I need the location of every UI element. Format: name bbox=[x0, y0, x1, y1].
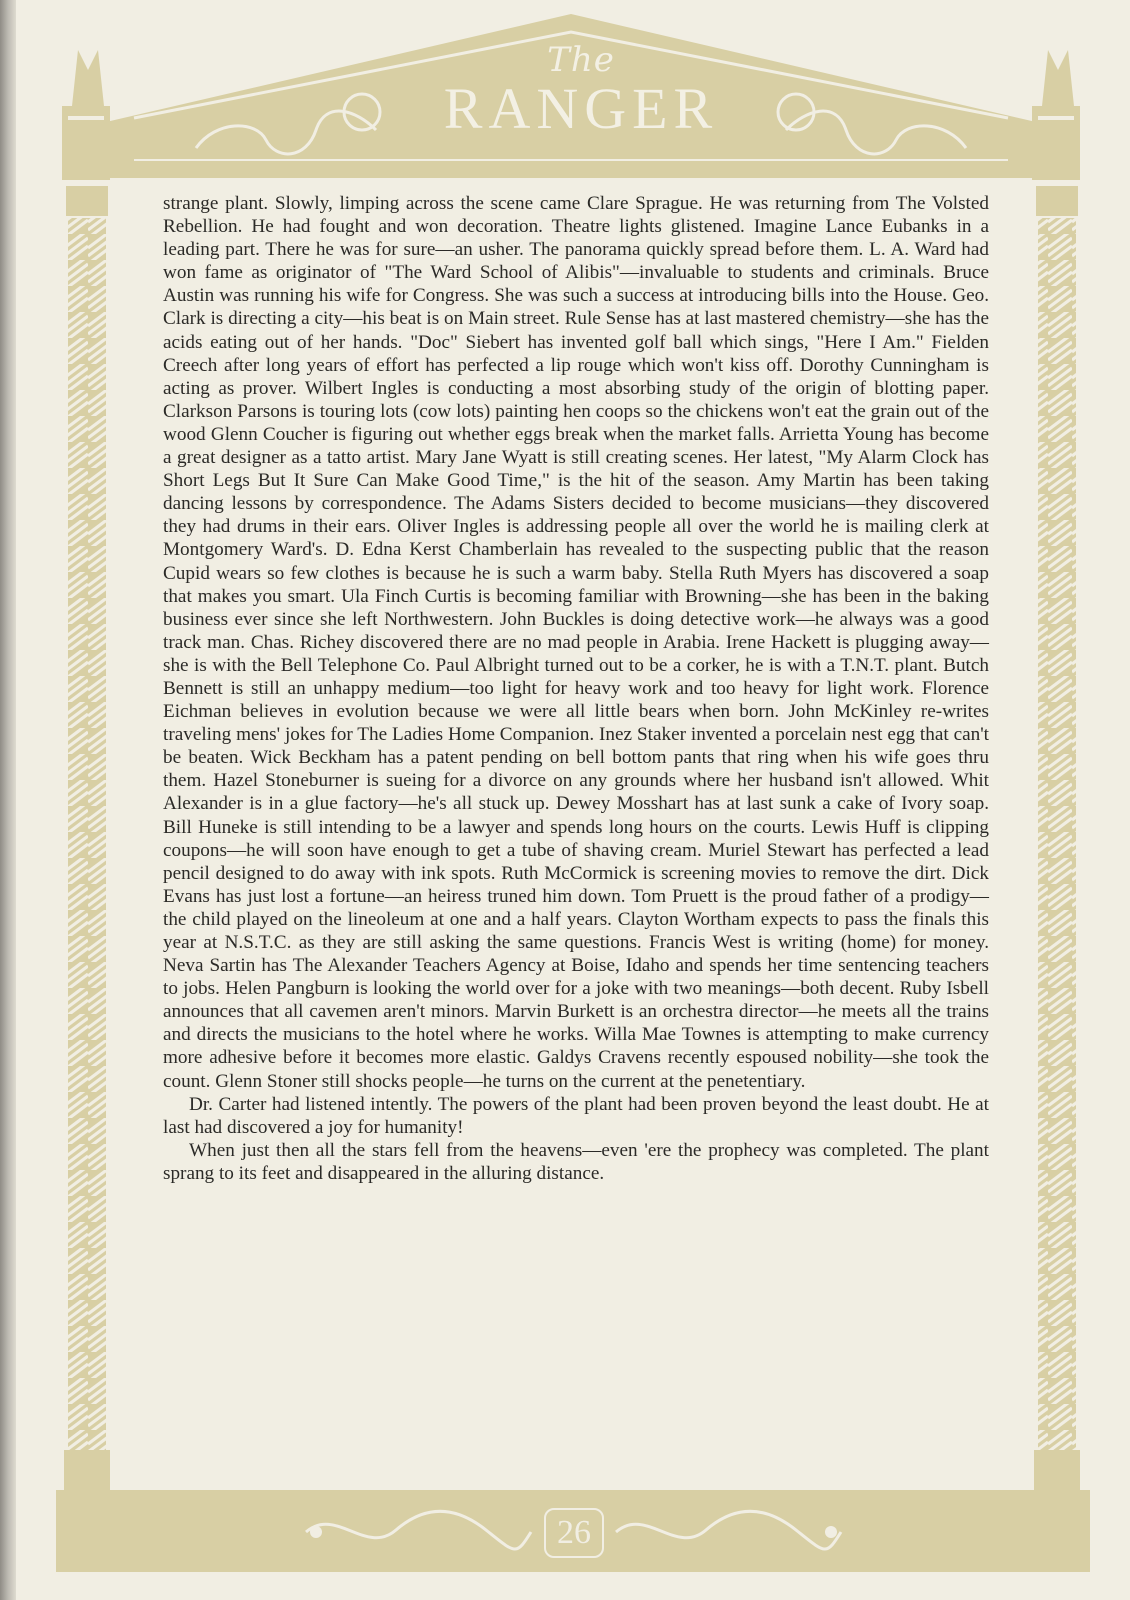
left-ornamental-column bbox=[62, 50, 110, 1490]
yearbook-page bbox=[16, 0, 1130, 1600]
paragraph-2: Dr. Carter had listened intently. The powers of the plant had been proven beyond the least doubt. He at last had discovered a joy for humanity! bbox=[163, 1093, 989, 1138]
body-text bbox=[163, 192, 989, 1185]
title-ranger: RANGER bbox=[443, 76, 719, 141]
page-number: 26 bbox=[544, 1508, 604, 1558]
paragraph-3: When just then all the stars fell from the heavens—even 'ere the prophecy was completed. The plant sprang to its feet and disappeared in the alluring distance. bbox=[163, 1139, 989, 1184]
book-binding-edge bbox=[0, 0, 16, 1600]
paragraph-1: strange plant. Slowly, limping across the scene came Clare Sprague. He was returning from The Volsted Rebellion. He had fought and won decoration. Theatre lights glistened. Imagine Lance Eubanks in a leading part. There he was for sure—an usher. The panorama quickly spread before them. L. A. Ward had won fame as originator of "The Ward School of Alibis"—invaluable to students and criminals. Bruce Austin was running his wife for Congress. She was such a success at introducing bills into the House. Geo. Clark is directing a city—his beat is on Main street. Rule Sense has at last mastered chemistry—she has the acids eating out of her hands. "Doc" Siebert has invented golf ball which sings, "Here I Am." Fielden Creech after long years of effort has perfected a lip rouge which won't kiss off. Dorothy Cunningham is acting as prover. Wilbert Ingles is conducting a most absorbing study of the origin of blotting paper. Clarkson Parsons is touring lots (cow lots) painting hen coops so the chickens won't eat the grain out of the wood Glenn Coucher is figuring out whether eggs break when the market falls. Arrietta Young has become a great designer as a tatto artist. Mary Jane Wyatt is still creating scenes. Her latest, "My Alarm Clock has Short Legs But It Sure Can Make Good Time," is the hit of the season. Amy Martin has been taking dancing lessons by correspondence. The Adams Sisters decided to become musicians—they discovered they had drums in their ears. Oliver Ingles is addressing people all over the world he is mailing clerk at Montgomery Ward's. D. Edna Kerst Chamberlain has revealed to the suspecting public that the reason Cupid wears so few clothes is because he is such a warm baby. Stella Ruth Myers has discovered a soap that makes you smart. Ula Finch Curtis is becoming familiar with Browning—she has been in the baking business ever since she left Northwestern. John Buckles is doing detective work—he always was a good track man. Chas. Richey discovered there are no mad people in Arabia. Irene Hackett is plugging away—she is with the Bell Telephone Co. Paul Albright turned out to be a corker, he is with a T.N.T. plant. Butch Bennett is still an unhappy medium—too light for heavy work and too heavy for light work. Florence Eichman believes in evolution because we were all little bears when born. John McKinley re-writes traveling mens' jokes for The Ladies Home Companion. Inez Staker invented a porcelain nest egg that can't be beaten. Wick Beckham has a patent pending on bell bottom pants that ring when his wife goes thru them. Hazel Stoneburner is sueing for a divorce on any grounds where her husband isn't allowed. Whit Alexander is in a glue factory—he's all stuck up. Dewey Mosshart has at last sunk a cake of Ivory soap. Bill Huneke is still intending to be a lawyer and spends long hours on the courts. Lewis Huff is clipping coupons—he will soon have enough to get a tube of shaving cream. Muriel Stewart has perfected a lead pencil designed to do away with ink spots. Ruth McCormick is screening movies to remove the dirt. Dick Evans has just lost a fortune—an heiress truned him down. Tom Pruett is the proud father of a prodigy—the child played on the lineoleum at one and a half years. Clayton Wortham expects to pass the finals this year at N.S.T.C. as they are still asking the same questions. Francis West is writing (home) for money. Neva Sartin has The Alexander Teachers Agency at Boise, Idaho and spends her time sentencing teachers to jobs. Helen Pangburn is looking the world over for a joke with two meanings—both decent. Ruby Isbell announces that all cavemen aren't minors. Marvin Burkett is an orchestra director—he meets all the trains and directs the musicians to the hotel where he works. Willa Mae Townes is attempting to make currency more adhesive before it becomes more elastic. Galdys Cravens recently espoused nobility—she took the count. Glenn Stoner still shocks people—he turns on the current at the penetentiary. bbox=[163, 193, 989, 1092]
right-ornamental-column bbox=[1032, 50, 1080, 1490]
title-the: The bbox=[547, 40, 615, 80]
